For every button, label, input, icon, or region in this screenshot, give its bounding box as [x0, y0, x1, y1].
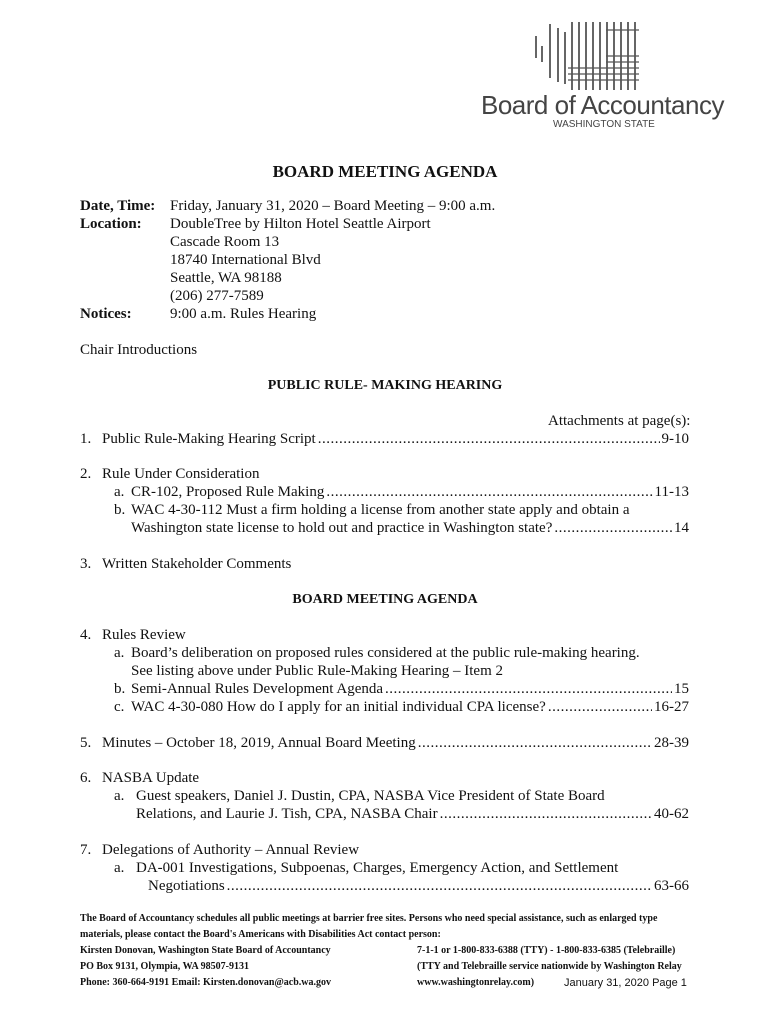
item-6a-pages: 40-62: [654, 806, 689, 822]
page-title: BOARD MEETING AGENDA: [272, 162, 498, 181]
item-2b-row: [131, 519, 689, 537]
footer-relay-service: (TTY and Telebraille service nationwide by Washington Relay: [417, 961, 682, 972]
item-5-text: Minutes – October 18, 2019, Annual Board Meeting: [102, 735, 416, 751]
meta-label-location: Location:: [80, 216, 142, 232]
section-heading-hearing: PUBLIC RULE- MAKING HEARING: [267, 378, 503, 393]
item-6a-letter: a.: [114, 788, 125, 804]
item-7a-row: [148, 877, 689, 895]
item-6a-text-line1: Guest speakers, Daniel J. Dustin, CPA, NASBA Vice President of State Board: [136, 788, 605, 804]
item-6-text: NASBA Update: [102, 770, 200, 786]
item-2b-pages: 14: [674, 520, 689, 536]
item-7-text: Delegations of Authority – Annual Review: [102, 842, 360, 858]
item-6-number: 6.: [80, 770, 92, 786]
item-2-text: Rule Under Consideration: [102, 466, 260, 482]
item-5-number: 5.: [80, 735, 92, 751]
item-4c-letter: c.: [114, 699, 125, 715]
footer-relay-website: www.washingtonrelay.com): [417, 977, 535, 988]
meta-value-city: Seattle, WA 98188: [170, 270, 282, 286]
item-2a-leader: [326, 483, 652, 501]
item-2b-text-line2: Washington state license to hold out and practice in Washington state?: [131, 520, 553, 536]
meta-value-street: 18740 International Blvd: [170, 252, 321, 268]
item-7a-leader: [227, 877, 652, 895]
attachments-label: Attachments at page(s):: [548, 413, 691, 429]
item-7a-pages: 63-66: [654, 878, 689, 894]
item-4b-text: Semi-Annual Rules Development Agenda: [131, 681, 384, 697]
item-2b-leader: [554, 519, 672, 537]
item-5-leader: [418, 734, 652, 752]
footer-notice-line2: materials, please contact the Board's Americans with Disabilities Act contact person:: [80, 929, 441, 940]
item-1-leader: [318, 430, 660, 448]
item-5-pages: 28-39: [654, 735, 689, 751]
logo-name: Board of Accountancy: [481, 90, 724, 120]
item-7-number: 7.: [80, 842, 92, 858]
meta-label-notices: Notices:: [80, 306, 132, 322]
item-3-number: 3.: [80, 556, 92, 572]
item-1-text: Public Rule-Making Hearing Script: [102, 431, 316, 447]
item-4c-text: WAC 4-30-080 How do I apply for an initial individual CPA license?: [131, 699, 546, 715]
item-2a-pages: 11-13: [654, 484, 689, 500]
item-4a-text-line2: See listing above under Public Rule-Making Hearing – Item 2: [131, 663, 504, 679]
item-1-number: 1.: [80, 431, 92, 447]
item-4b-pages: 15: [674, 681, 689, 697]
item-2a-text: CR-102, Proposed Rule Making: [131, 484, 325, 500]
footer-page-info: January 31, 2020 Page 1: [564, 977, 687, 989]
item-6a-leader: [440, 805, 652, 823]
item-3-text: Written Stakeholder Comments: [102, 556, 292, 572]
item-1-pages: 9-10: [661, 431, 689, 447]
item-2b-letter: b.: [114, 502, 126, 518]
item-2-number: 2.: [80, 466, 92, 482]
meta-label-date: Date, Time:: [80, 198, 156, 214]
item-4-number: 4.: [80, 627, 92, 643]
logo-mark-icon: [528, 18, 668, 98]
meta-value-notices: 9:00 a.m. Rules Hearing: [170, 306, 317, 322]
item-4c-pages: 16-27: [654, 699, 689, 715]
item-7a-text-line2: Negotiations: [148, 878, 225, 894]
footer-contact-phone-email: Phone: 360-664-9191 Email: Kirsten.donovan@acb.wa.gov: [80, 977, 331, 988]
chair-introductions: Chair Introductions: [80, 342, 198, 358]
meta-value-room: Cascade Room 13: [170, 234, 280, 250]
logo-subtitle: WASHINGTON STATE: [553, 119, 655, 130]
item-4a-text-line1: Board’s deliberation on proposed rules considered at the public rule-making hearing.: [131, 645, 640, 661]
item-7a-letter: a.: [114, 860, 125, 876]
footer-contact-name: Kirsten Donovan, Washington State Board of Accountancy: [80, 945, 331, 956]
footer-relay-numbers: 7-1-1 or 1-800-833-6388 (TTY) - 1-800-833-6385 (Telebraille): [417, 945, 676, 956]
item-1-row: [102, 430, 689, 448]
item-2a-row: [131, 483, 689, 501]
meta-value-phone: (206) 277-7589: [170, 288, 264, 304]
section-heading-board: BOARD MEETING AGENDA: [292, 592, 478, 607]
item-6a-row: [136, 805, 689, 823]
footer-notice-line1: The Board of Accountancy schedules all public meetings at barrier free sites. Persons who need special assistance, such as enlarged type: [80, 913, 658, 924]
meta-value-location: DoubleTree by Hilton Hotel Seattle Airport: [170, 216, 431, 232]
item-4a-letter: a.: [114, 645, 125, 661]
item-4b-leader: [385, 680, 672, 698]
item-4c-row: [131, 698, 689, 716]
item-4c-leader: [548, 698, 652, 716]
item-4b-row: [131, 680, 689, 698]
item-2a-letter: a.: [114, 484, 125, 500]
meta-value-date: Friday, January 31, 2020 – Board Meeting – 9:00 a.m.: [170, 198, 496, 214]
item-6a-text-line2: Relations, and Laurie J. Tish, CPA, NASBA Chair: [136, 806, 438, 822]
footer-contact-address: PO Box 9131, Olympia, WA 98507-9131: [80, 961, 249, 972]
item-7a-text-line1: DA-001 Investigations, Subpoenas, Charges, Emergency Action, and Settlement: [136, 860, 619, 876]
item-4-text: Rules Review: [102, 627, 186, 643]
item-5-row: [102, 734, 689, 752]
item-2b-text-line1: WAC 4-30-112 Must a firm holding a license from another state apply and obtain a: [131, 502, 630, 518]
item-4b-letter: b.: [114, 681, 126, 697]
